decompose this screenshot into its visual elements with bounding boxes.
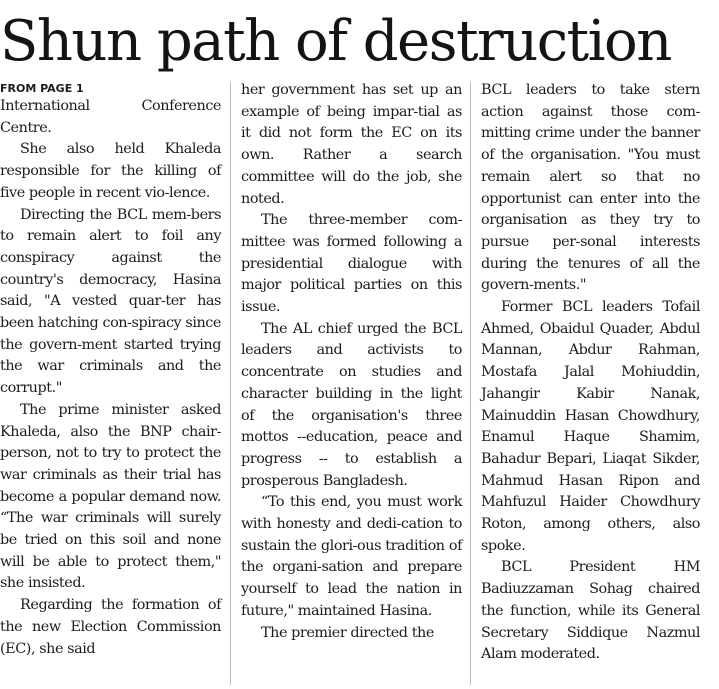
paragraph: Former BCL leaders Tofail Ahmed, Obaidul Quader, Abdul Mannan, Abdur Rahman, Mostafa Jalal Mohiuddin, Jahangir Kabir Nanak, Mainuddin Hasan Chowdhury, Enamul Haque Shamim, Bahadur Bepari, Liaqat Sikder, Mahmud Hasan Ripon and Mahfuzul Haider Chowdhury Roton, among others, also spoke.	[481, 299, 700, 554]
paragraph: The AL chief urged the BCL leaders and activists to concentrate on studies and character building in the light of the organisation's three mottos --education, peace and progress -- to establish a prosperous Bangladesh.	[241, 320, 462, 489]
paragraph: The premier directed the	[261, 624, 434, 641]
article-column-2	[241, 80, 462, 644]
paragraph: International Conference Centre.	[0, 98, 221, 136]
article-column-3	[481, 80, 700, 666]
paragraph: BCL leaders to take stern action against those com-mitting crime under the banner of the organisation. "You must remain alert so that no opportunist can enter into the organisation as they try to pursue per-sonal interests during the tenures of all the govern-ments."	[481, 82, 700, 294]
column-divider	[470, 82, 471, 685]
paragraph: The three-member com-mittee was formed following a presidential dialogue with major political parties on this issue.	[241, 212, 462, 316]
paragraph: Directing the BCL mem-bers to remain alert to foil any conspiracy against the country's democracy, Hasina said, "A vested quar-ter has been hatching con-spiracy since the govern-ment started trying the war criminals and the corrupt."	[0, 206, 221, 397]
paragraph: The prime minister asked Khaleda, also the BNP chair-person, not to try to protect the war criminals as their trial has become a popular demand now. “The war criminals will surely be tried on this soil and none will be able to protect them," she insisted.	[0, 401, 221, 592]
paragraph: her government has set up an example of being impar-tial as it did not form the EC on its own. Rather a search committee will do the job, she noted.	[241, 82, 462, 207]
continuation-kicker: FROM PAGE 1	[0, 82, 84, 95]
paragraph: BCL President HM Badiuzzaman Sohag chaired the function, while its General Secretary Siddique Nazmul Alam moderated.	[481, 559, 700, 663]
headline: Shun path of destruction	[0, 9, 671, 74]
column-divider	[230, 82, 231, 685]
article-column-1	[0, 80, 221, 660]
paragraph: “To this end, you must work with honesty and dedi-cation to sustain the glori-ous tradition of the organi-sation and prepare yourself to lead the nation in future," maintained Hasina.	[241, 494, 462, 619]
paragraph: She also held Khaleda responsible for the killing of five people in recent vio-lence.	[0, 141, 221, 201]
paragraph: Regarding the formation of the new Election Commission (EC), she said	[0, 597, 221, 657]
